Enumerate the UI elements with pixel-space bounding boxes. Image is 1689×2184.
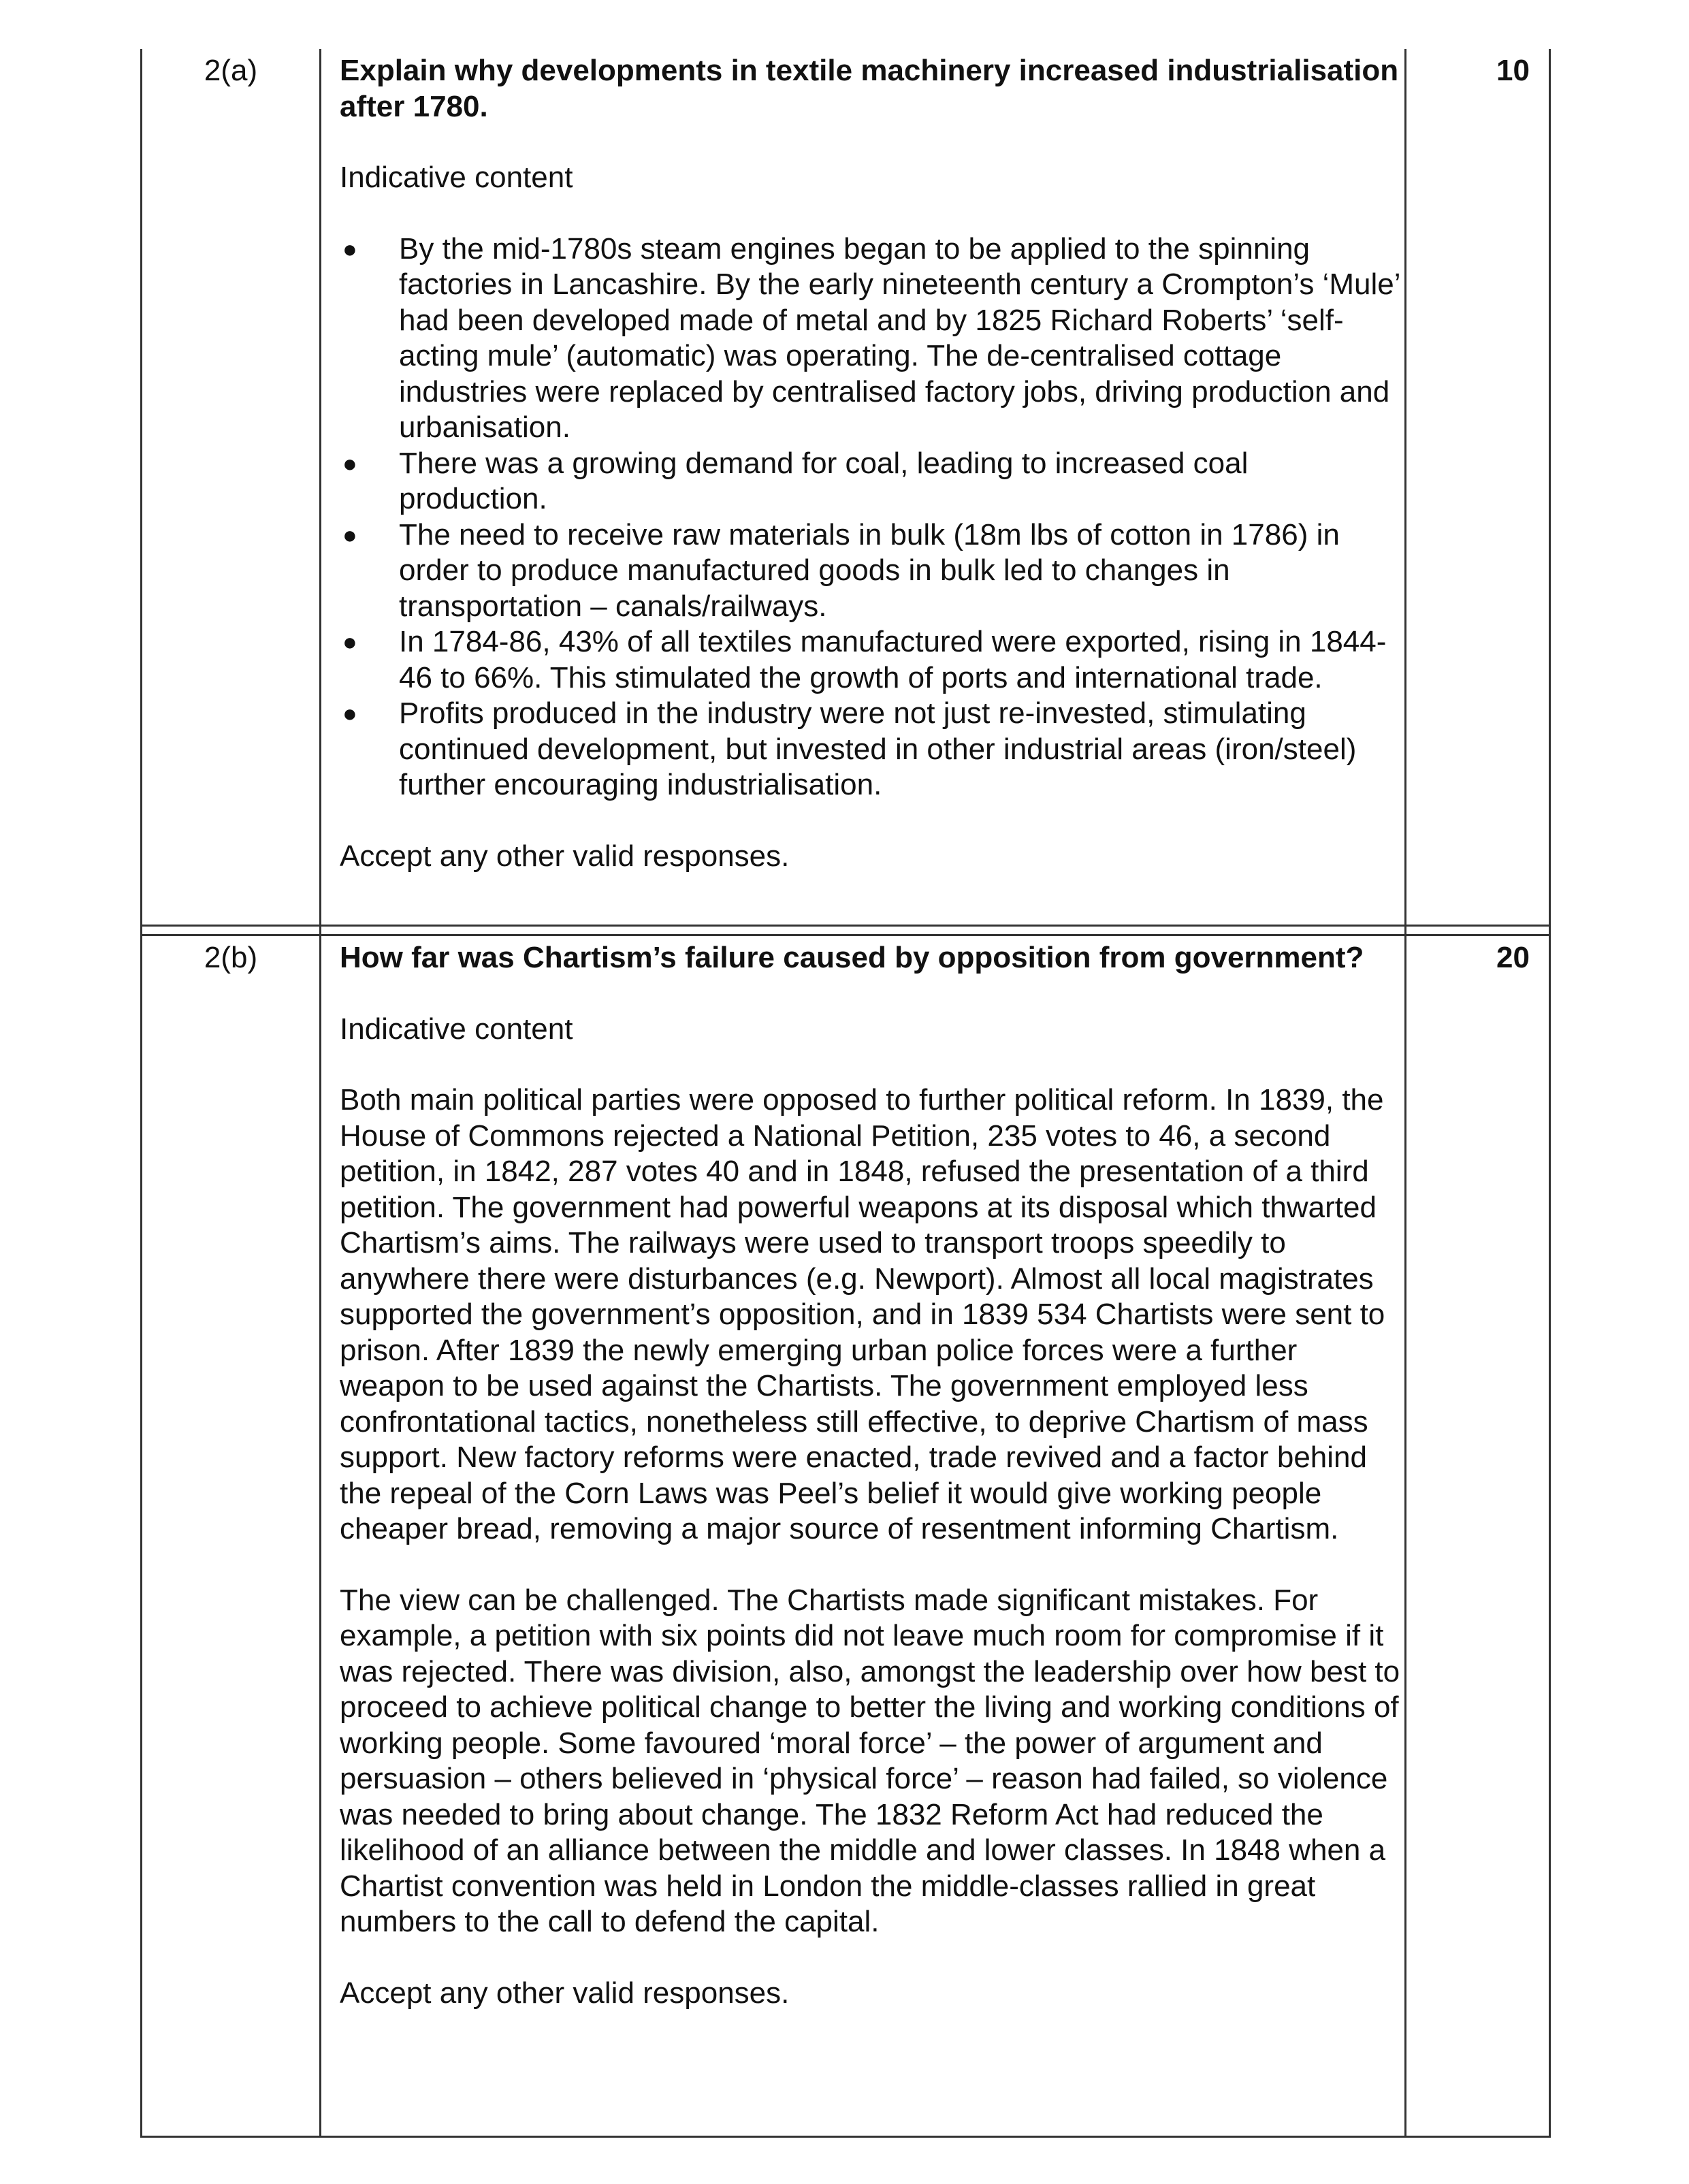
bullet-icon: ● [342, 234, 357, 263]
indicative-paragraph: Both main political parties were opposed to further political reform. In 1839, the House of Commons rejected a National Petition, 235 votes to 46, a second petition, in 1842, 287 votes 40 and in 1848, refused the presentation of a third petition. The government had powerful weapons at its disposal which thwarted Chartism’s aims. The railways were used to transport troops speedily to anywhere there were disturbances (e.g. Newport). Almost all local magistrates supported the government’s opposition, and in 1839 534 Chartists were sent to prison. After 1839 the newly emerging urban police forces were a further weapon to be used against the Chartists. The government employed less confrontational tactics, nonetheless still effective, to deprive Chartism of mass support. New factory reforms were enacted, trade revived and a factor behind the repeal of the Corn Laws was Peel’s belief it would give working people cheaper bread, removing a major source of resentment informing Chartism. [340, 1083, 1385, 1545]
question-number: 2(b) [204, 941, 258, 974]
bullet-icon: ● [342, 699, 357, 727]
list-item-text: The need to receive raw materials in bulk (18m lbs of cotton in 1786) in order to produce manufactured goods in bulk led to changes in transportation – canals/railways. [399, 517, 1340, 623]
bullet-icon: ● [342, 520, 357, 549]
question-number: 2(a) [204, 54, 258, 87]
list-item [340, 517, 1402, 625]
list-item-text: There was a growing demand for coal, leading to increased coal production. [399, 446, 1249, 515]
question-text: How far was Chartism’s failure caused by opposition from government? [340, 941, 1364, 974]
mark-scheme-table [140, 49, 1551, 2138]
list-item [340, 624, 1402, 696]
bullet-icon: ● [342, 628, 357, 656]
guidance-cell [340, 940, 1402, 2011]
question-text: Explain why developments in textile machinery increased industrialisation after 1780. [340, 54, 1399, 123]
list-item [340, 696, 1402, 803]
list-item [340, 231, 1402, 446]
row-separator [142, 925, 1549, 927]
list-item [340, 446, 1402, 517]
indicative-paragraph: The view can be challenged. The Chartists made significant mistakes. For example, a petition with six points did not leave much room for compromise if it was rejected. There was division, also, amongst the leadership over how best to proceed to achieve political change to better the living and working conditions of working people. Some favoured ‘moral force’ – the power of argument and persuasion – others believed in ‘physical force’ – reason had failed, so violence was needed to bring about change. The 1832 Reform Act had reduced the likelihood of an alliance between the middle and lower classes. In 1848 when a Chartist convention was held in London the middle-classes rallied in great numbers to the call to defend the capital. [340, 1583, 1400, 1938]
indicative-points-list [340, 231, 1402, 803]
indicative-content-label: Indicative content [340, 161, 573, 194]
table-row-2a [142, 49, 1549, 925]
list-item-text: Profits produced in the industry were not just re-invested, stimulating continued development, but invested in other industrial areas (iron/steel) further encouraging industrialisation. [399, 696, 1357, 801]
closing-note: Accept any other valid responses. [340, 1976, 790, 2010]
bullet-icon: ● [342, 449, 357, 477]
list-item-text: In 1784-86, 43% of all textiles manufactured were exported, rising in 1844-46 to 66%. This stimulated the growth of ports and international trade. [399, 625, 1387, 694]
indicative-content-label: Indicative content [340, 1012, 573, 1046]
list-item-text: By the mid-1780s steam engines began to be applied to the spinning factories in Lancashire. By the early nineteenth century a Crompton’s ‘Mule’ had been developed made of metal and by 1825 Richard Roberts’ ‘self-acting mule’ (automatic) was operating. The de-centralised cottage industries were replaced by centralised factory jobs, driving production and urbanisation. [399, 231, 1400, 444]
marks-value: 10 [1496, 54, 1530, 87]
marks-value: 20 [1496, 941, 1530, 974]
guidance-cell [340, 53, 1402, 874]
table-row-2b [142, 936, 1549, 2136]
closing-note: Accept any other valid responses. [340, 839, 790, 873]
